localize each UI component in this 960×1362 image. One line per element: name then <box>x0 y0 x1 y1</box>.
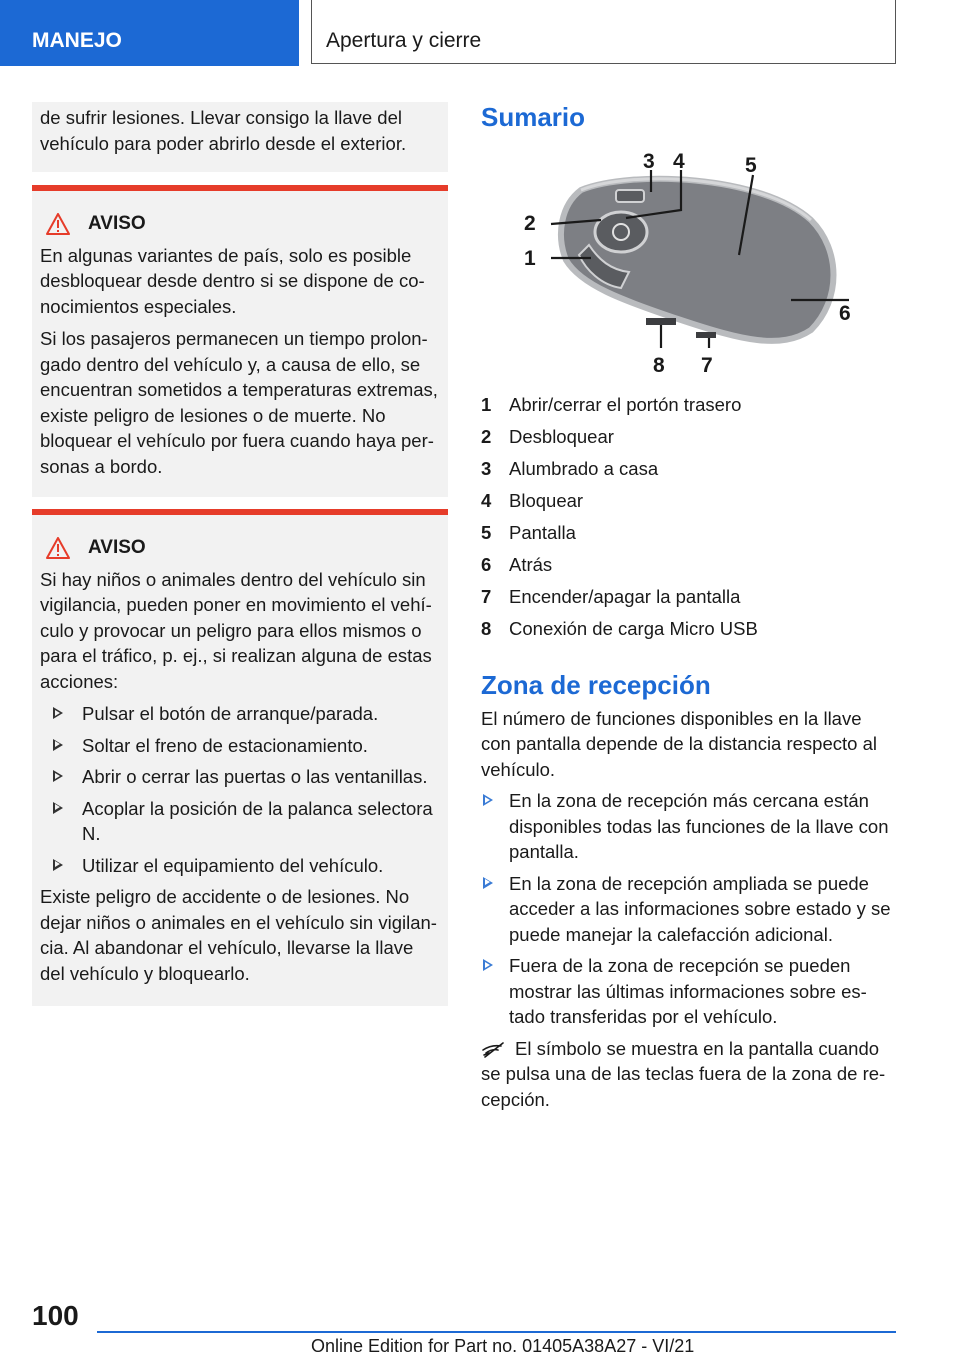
legend-item: 6 Atrás <box>481 554 553 575</box>
list-item: Acoplar la posición de la palanca selectora N. <box>40 796 440 847</box>
callout-number: 8 <box>653 354 665 377</box>
footer-edition: Online Edition for Part no. 01405A38A27 - VI/21 <box>311 1336 695 1356</box>
callout-number: 6 <box>839 302 851 325</box>
legend-item: 8 Conexión de carga Micro USB <box>481 618 758 639</box>
warning-heading <box>40 535 440 561</box>
triangle-bullet-icon <box>53 707 63 719</box>
list-item: En la zona de recepción ampliada se puede acceder a las informaciones sobre estado y se puede manejar la calefacción adicional. <box>481 871 891 948</box>
no-signal-icon <box>481 1042 507 1058</box>
legend-item: 5 Pantalla <box>481 522 576 543</box>
callout-number: 4 <box>673 150 685 173</box>
triangle-bullet-icon <box>483 877 493 889</box>
warning-paragraph: Si hay niños o animales dentro del vehículo sin vigilancia, pueden poner en movimiento el vehículo y provocar un peligro para ellos mismos o para el tráfico, p. ej., si realizan alguna de estas acciones: <box>40 568 432 692</box>
callout-number: 2 <box>524 212 536 235</box>
callout-number: 3 <box>643 150 655 173</box>
triangle-bullet-icon <box>483 959 493 971</box>
triangle-bullet-icon <box>483 794 493 806</box>
legend-item: 1 Abrir/cerrar el portón trasero <box>481 394 742 415</box>
callout-number: 7 <box>701 354 713 377</box>
callout-number: 1 <box>524 247 536 270</box>
key-illustration <box>511 150 851 382</box>
triangle-bullet-icon <box>53 739 63 751</box>
warning-triangle-icon <box>46 537 70 559</box>
warning-triangle-icon <box>46 213 70 235</box>
warning-bar <box>32 509 448 515</box>
warning-paragraph: Existe peligro de accidente o de lesiones. No dejar niños o animales en el vehículo sin vigilancia. Al abandonar el vehículo, llevarse la llave del vehículo y bloquearlo. <box>40 886 437 984</box>
section-heading-zona: Zona de recepción <box>481 669 711 700</box>
top-note-box <box>32 102 448 172</box>
list-item: Utilizar el equipamiento del vehículo. <box>40 853 440 879</box>
warning-label: AVISO <box>88 537 146 558</box>
list-item: Fuera de la zona de recepción se pueden mostrar las últimas informaciones sobre estado transferidas por el vehículo. <box>481 953 891 1030</box>
zona-intro: El número de funciones disponibles en la llave con pantalla depende de la distancia respecto al vehículo. <box>481 707 877 780</box>
zona-list <box>481 788 891 1030</box>
triangle-bullet-icon <box>53 770 63 782</box>
header-section-label: MANEJO <box>0 0 299 66</box>
warning-box-2 <box>32 509 448 1006</box>
warning-label: AVISO <box>88 213 146 234</box>
legend-item: 7 Encender/apagar la pantalla <box>481 586 741 607</box>
triangle-bullet-icon <box>53 859 63 871</box>
list-item: Pulsar el botón de arranque/parada. <box>40 701 440 727</box>
warning-box-1 <box>32 185 448 497</box>
warning-paragraph: En algunas variantes de país, solo es posible desbloquear desde dentro si se dispone de conocimientos especiales. <box>40 244 425 317</box>
footer-divider <box>97 1331 896 1333</box>
right-column <box>481 100 891 1118</box>
warning-paragraph: Si los pasajeros permanecen un tiempo prolongado dentro del vehículo y, a causa de ello, se encuentran sometidos a temperaturas extremas, existe peligro de lesiones o de muerte. No bloquear el vehículo por fuera cuando haya personas a bordo. <box>40 328 438 477</box>
legend-item: 3 Alumbrado a casa <box>481 458 659 479</box>
list-item: Soltar el freno de estacionamiento. <box>40 733 440 759</box>
warning-bar <box>32 185 448 191</box>
action-list <box>40 701 440 878</box>
header-chapter-title: Apertura y cierre <box>311 0 896 64</box>
legend-item: 4 Bloquear <box>481 490 584 511</box>
display-key-figure <box>511 150 851 382</box>
warning-heading <box>40 211 440 237</box>
page-number: 100 <box>32 1300 79 1331</box>
section-heading-sumario: Sumario <box>481 102 586 132</box>
callout-number: 5 <box>745 154 757 177</box>
symbol-note: El símbolo se muestra en la pantalla cuando se pulsa una de las teclas fuera de la zona de recepción. <box>481 1037 886 1110</box>
top-note-text: de sufrir lesiones. Llevar consigo la llave del vehículo para poder abrirlo desde el exterior. <box>40 107 407 154</box>
list-item: Abrir o cerrar las puertas o las ventanillas. <box>40 764 440 790</box>
legend-item: 2 Desbloquear <box>481 426 614 447</box>
list-item: En la zona de recepción más cercana están disponibles todas las funciones de la llave con pantalla. <box>481 788 891 865</box>
key-legend-list <box>481 392 891 642</box>
triangle-bullet-icon <box>53 802 63 814</box>
